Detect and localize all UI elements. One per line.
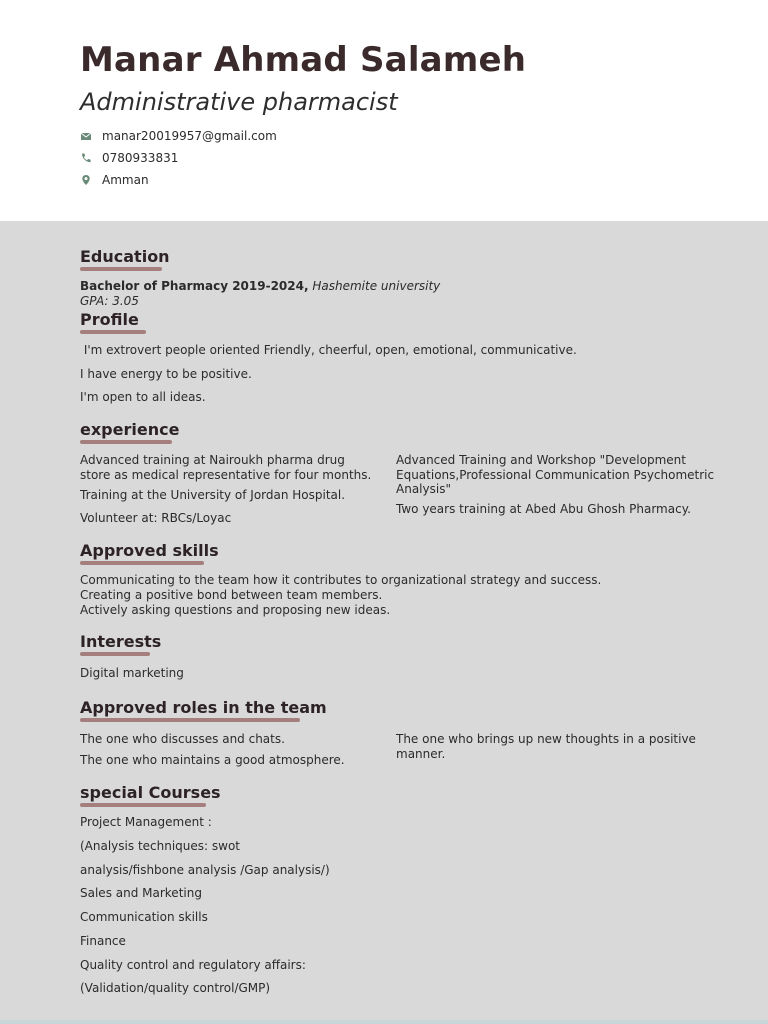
interests-heading-text: Interests [80,632,162,651]
experience-item: Two years training at Abed Abu Ghosh Pharmacy. [396,502,691,516]
skills-line: Communicating to the team how it contributes to organizational strategy and success. [80,573,602,587]
email-icon [80,130,92,142]
experience-item: Advanced training at Nairoukh pharma drug store as medical representative for four months. [80,453,372,482]
job-title: Administrative pharmacist [80,88,398,116]
heading-underline [80,718,300,722]
course-line: (Validation/quality control/GMP) [80,981,271,995]
profile-heading [80,310,139,329]
email-text: manar20019957@gmail.com [102,129,277,143]
resume-body [0,221,768,1020]
experience-heading [80,420,179,439]
course-line: analysis/fishbone analysis /Gap analysis/) [80,863,330,877]
heading-underline [80,561,204,565]
location-icon [80,174,92,186]
role-item: The one who brings up new thoughts in a positive manner. [396,732,696,761]
resume-header [0,0,768,221]
courses-heading [80,783,221,802]
course-line: Project Management : [80,815,212,829]
heading-underline [80,652,150,656]
education-degree-line [80,279,440,294]
roles-heading [80,698,327,717]
page-bottom-edge [0,1020,768,1024]
skills-line: Creating a positive bond between team members. [80,588,383,602]
profile-line: I have energy to be positive. [80,367,252,381]
course-line: Sales and Marketing [80,886,202,900]
roles-heading-text: Approved roles in the team [80,698,327,717]
heading-underline [80,330,146,334]
experience-item: Training at the University of Jordan Hospital. [80,488,346,502]
interest-item: Digital marketing [80,666,184,680]
heading-underline [80,267,162,271]
role-item: The one who discusses and chats. [80,732,285,746]
skills-heading [80,541,219,560]
experience-heading-text: experience [80,420,180,439]
skills-line: Actively asking questions and proposing new ideas. [80,603,391,617]
course-line: (Analysis techniques: swot [80,839,240,853]
education-heading [80,247,170,266]
heading-underline [80,440,172,444]
phone-icon [80,152,92,164]
interests-heading [80,632,161,651]
education-degree: Bachelor of Pharmacy 2019-2024, [80,279,309,293]
skills-heading-text: Approved skills [80,541,219,560]
role-item: The one who maintains a good atmosphere. [80,753,345,767]
location-text: Amman [102,173,149,187]
experience-item: Volunteer at: RBCs/Loyac [80,511,232,525]
profile-line: I'm open to all ideas. [80,390,206,404]
heading-underline [80,803,206,807]
profile-heading-text: Profile [80,310,139,329]
education-heading-text: Education [80,247,170,266]
education-gpa: GPA: 3.05 [80,294,139,308]
phone-text: 0780933831 [102,151,179,165]
education-institution: Hashemite university [312,279,441,293]
course-line: Communication skills [80,910,208,924]
courses-heading-text: special Courses [80,783,221,802]
course-line: Quality control and regulatory affairs: [80,958,306,972]
course-line: Finance [80,934,126,948]
experience-item: Advanced Training and Workshop "Development Equations,Professional Communication Psychometric Analysis" [396,453,715,496]
candidate-name: Manar Ahmad Salameh [80,40,527,80]
profile-line: I'm extrovert people oriented Friendly, cheerful, open, emotional, communicative. [80,343,577,357]
